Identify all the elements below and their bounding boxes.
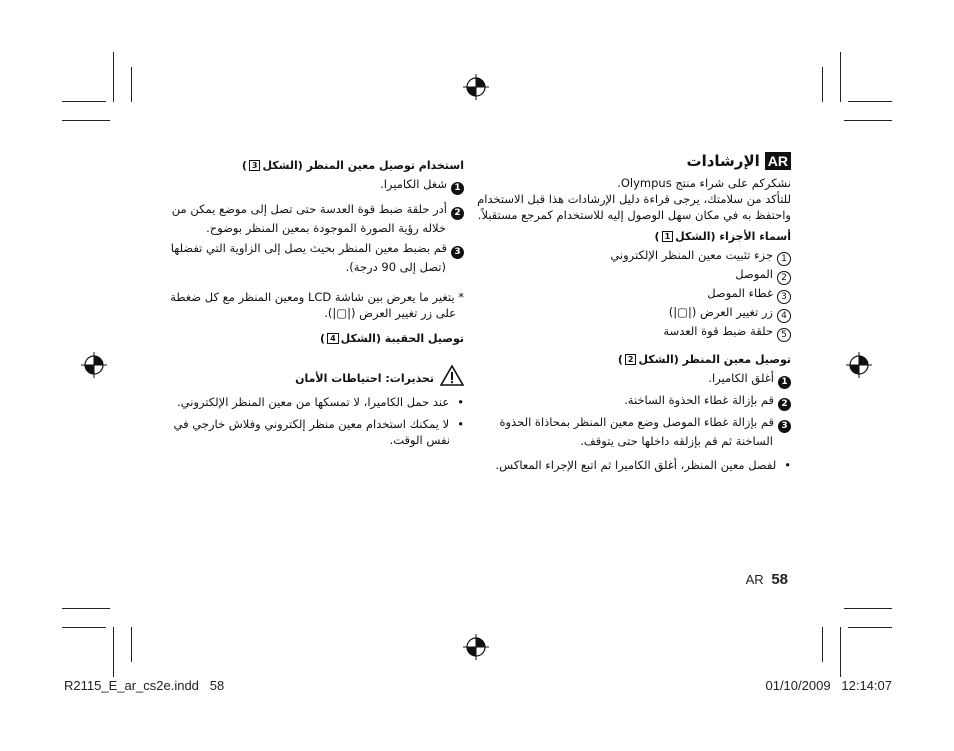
- list-item: 3غطاء الموصل: [491, 285, 791, 304]
- parts-heading: أسماء الأجزاء (الشكل1): [654, 230, 791, 243]
- page-number-label: AR: [745, 572, 764, 587]
- part-number-badge: 5: [777, 328, 791, 342]
- figure-number-box: 2: [625, 354, 637, 365]
- list-item: 5حلقة ضبط قوة العدسة: [491, 323, 791, 342]
- intro-line: للتأكد من سلامتك، يرجى قراءة دليل الإرشادات هذا قبل الاستخدام: [477, 192, 791, 206]
- page-number-value: 58: [771, 571, 788, 588]
- bullet-icon: •: [457, 395, 464, 409]
- step-number-badge: 3: [778, 420, 791, 433]
- caution-heading: تحذيرات: احتياطات الأمان: [174, 365, 464, 390]
- section-title: [491, 150, 791, 172]
- list-item: 4زر تغيير العرض (|▢|): [491, 304, 791, 323]
- registration-mark-bottom-icon: [463, 634, 489, 660]
- section-title-text: الإرشادات: [686, 152, 760, 170]
- step-item-continuation: الساخنة ثم قم بإزلقه داخلها حتى يتوقف.: [580, 434, 773, 448]
- attach-steps: [491, 370, 791, 473]
- use-steps: [170, 176, 464, 275]
- step-item: 1أغلق الكاميرا.: [491, 370, 791, 389]
- step-item: 2قم بإزالة غطاء الحذوة الساخنة.: [491, 392, 791, 411]
- registration-mark-right-icon: [846, 352, 872, 378]
- part-number-badge: 3: [777, 290, 791, 304]
- list-item-continuation: نفس الوقت.: [389, 433, 450, 447]
- display-note: [170, 289, 464, 321]
- part-number-badge: 2: [777, 271, 791, 285]
- list-item: •عند حمل الكاميرا، لا تمسكها من معين المنظر الإلكتروني.: [177, 395, 464, 409]
- caution-list: [174, 394, 464, 448]
- storage-heading: توصيل الحقيبة (الشكل4): [320, 332, 464, 345]
- note-line: * يتغير ما يعرض بين شاشة LCD ومعين المنظر مع كل ضغطة: [170, 290, 464, 304]
- step-number-badge: 1: [778, 376, 791, 389]
- part-number-badge: 4: [777, 309, 791, 323]
- bullet-icon: •: [784, 458, 791, 472]
- list-item: •لفصل معين المنظر، أغلق الكاميرا ثم اتبع الإجراء المعاكس.: [495, 458, 791, 472]
- step-item: 3قم بضبط معين المنظر بحيث يصل إلى الزاوية التي تفضلها: [174, 240, 464, 259]
- part-number-badge: 1: [777, 252, 791, 266]
- intro-line: نشكركم على شراء منتج Olympus.: [617, 176, 791, 190]
- bullet-icon: •: [457, 417, 464, 431]
- figure-number-box: 3: [249, 160, 261, 171]
- right-column: [477, 150, 791, 473]
- footer-file-name: R2115_E_ar_cs2e.indd 58: [64, 678, 225, 693]
- intro-line: واحتفظ به في مكان سهل الوصول إليه للاستخدام كمرجع مستقبلاً.: [477, 208, 791, 222]
- step-number-badge: 3: [451, 246, 464, 259]
- step-item: 1شغل الكاميرا.: [174, 176, 464, 195]
- parts-list: [491, 247, 791, 342]
- step-item: 3قم بإزالة غطاء الموصل وضع معين المنظر بمحاذاة الحذوة: [491, 414, 791, 433]
- warning-triangle-icon: [440, 365, 464, 386]
- footer-date: 01/10/2009 12:14:07: [765, 678, 892, 693]
- figure-number-box: 4: [327, 333, 339, 344]
- step-number-badge: 1: [451, 182, 464, 195]
- list-item: •لا يمكنك استخدام معين منظر إلكتروني وفلاش خارجي في: [173, 417, 464, 431]
- step-item: 2أدر حلقة ضبط قوة العدسة حتى تصل إلى موضع يمكن من: [174, 201, 464, 220]
- note-line: على زر تغيير العرض (|▢|).: [324, 306, 456, 320]
- step-number-badge: 2: [778, 398, 791, 411]
- use-heading: استخدام توصيل معين المنظر (الشكل3): [241, 159, 464, 172]
- step-number-badge: 2: [451, 207, 464, 220]
- section-label-badge: AR: [765, 152, 791, 170]
- figure-number-box: 1: [662, 231, 674, 242]
- page-number: [746, 571, 788, 588]
- registration-mark-left-icon: [81, 352, 107, 378]
- registration-mark-top-icon: [463, 74, 489, 100]
- list-item: 1جزء تثبيت معين المنظر الإلكتروني: [491, 247, 791, 266]
- step-item-continuation: خلاله رؤية الصورة الموجودة بمعين المنظر بوضوح.: [206, 221, 446, 235]
- left-column: [170, 158, 464, 448]
- intro-paragraph: [477, 175, 791, 223]
- list-item: 2الموصل: [491, 266, 791, 285]
- step-item-continuation: (تصل إلى 90 درجة).: [345, 260, 446, 274]
- attach-heading: توصيل معين المنظر (الشكل2): [617, 353, 791, 366]
